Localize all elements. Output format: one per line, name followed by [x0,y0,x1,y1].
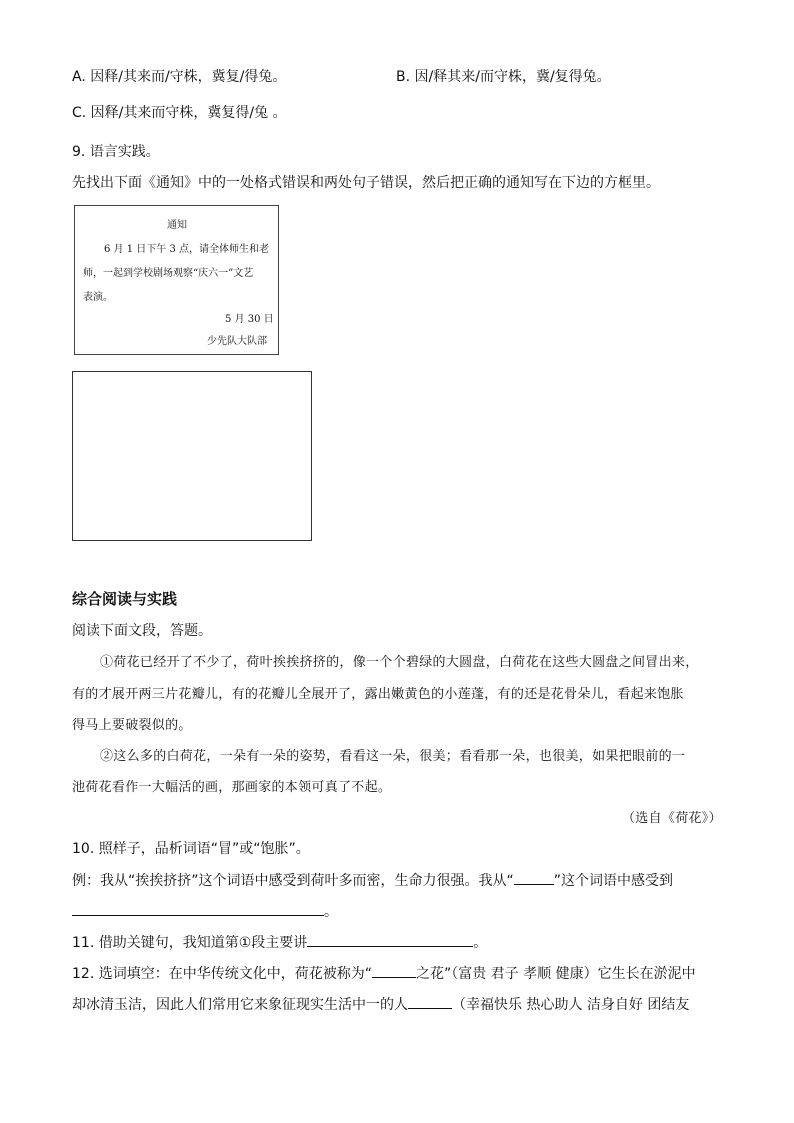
question-12-line1 [72,963,696,983]
notice-line-1: 6 月 1 日下午 3 点，请全体师生和老 [104,244,269,255]
option-c: C. 因释/其来而守株，冀复得/兔 。 [72,105,287,121]
answer-blank-feeling[interactable] [72,901,324,916]
passage-para1-line3: 得马上要破裂似的。 [72,718,192,733]
option-a: A. 因释/其来而/守株，冀复/得兔。 [72,69,287,85]
question-10-example-tail: ”这个词语中感受到 [553,873,674,889]
question-12-text-d: （幸福快乐 热心助人 洁身自好 团结友 [452,997,690,1013]
option-b: B. 因/释其来/而守株，冀/复得兔。 [396,69,611,85]
passage-para2-line2: 池荷花看作一大幅活的画，那画家的本领可真了不起。 [72,780,392,795]
question-12-text-a: 12. 选词填空：在中华传统文化中，荷花被称为“ [72,966,372,982]
question-9-title: 9. 语言实践。 [72,144,160,160]
notice-date: 5 月 30 日 [225,314,274,325]
passage-para1-line1: ①荷花已经开了不少了，荷叶挨挨挤挤的，像一个个碧绿的大圆盘，白荷花在这些大圆盘之间冒出来， [100,655,699,670]
question-10-example-text: 例：我从“挨挨挤挤”这个词语中感受到荷叶多而密，生命力很强。我从“ [72,873,514,889]
notice-box [74,205,279,355]
answer-blank-flower[interactable] [372,963,416,978]
question-10-title: 10. 照样子，品析词语“冒”或“饱胀”。 [72,841,310,857]
question-10-example [72,870,673,890]
notice-signer: 少先队大队部 [207,336,267,347]
question-11-text: 11. 借助关键句，我知道第①段主要讲 [72,935,308,951]
answer-blank-main-idea[interactable] [307,932,473,947]
section-heading: 综合阅读与实践 [72,590,178,608]
question-12-line2 [72,994,689,1014]
notice-line-3: 表演。 [83,292,113,303]
passage-source: （选自《荷花》） [622,811,722,826]
question-9-instruction: 先找出下面《通知》中的一处格式错误和两处句子错误，然后把正确的通知写在下边的方框里。 [72,175,660,191]
notice-heading: 通知 [167,220,187,231]
question-10-period: 。 [324,904,338,920]
question-11 [72,932,487,952]
answer-blank-word[interactable] [514,870,554,885]
passage-para1-line2: 有的才展开两三片花瓣儿，有的花瓣儿全展开了，露出嫩黄色的小莲蓬，有的还是花骨朵儿，看起来饱胀 [72,687,684,702]
question-12-text-b: 之花”（富贵 君子 孝顺 健康）它生长在淤泥中 [415,966,696,982]
notice-line-2: 师，一起到学校剧场观察“庆六一”文艺 [83,268,254,279]
question-11-period: 。 [473,935,488,951]
question-10-line2 [72,901,338,921]
question-12-text-c: 却冰清玉洁，因此人们常用它来象征现实生活中一的人 [72,997,408,1013]
answer-box[interactable] [72,371,312,541]
answer-blank-person[interactable] [408,994,452,1009]
passage-para2-line1: ②这么多的白荷花，一朵有一朵的姿势，看看这一朵，很美；看看那一朵，也很美，如果把眼前的一 [100,749,686,764]
section-intro: 阅读下面文段，答题。 [72,623,212,639]
